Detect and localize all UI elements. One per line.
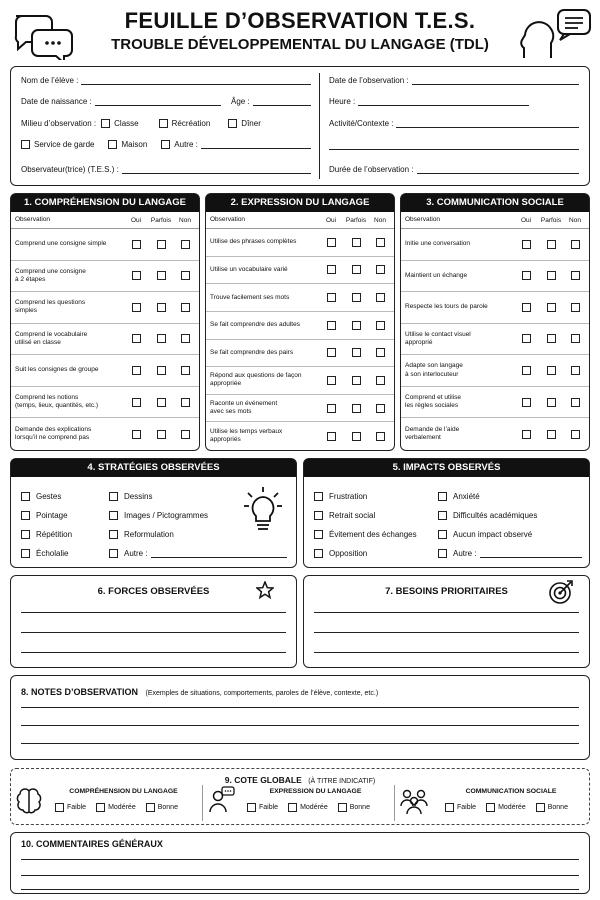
observation-label: Comprend le vocabulaire utilisé en classe <box>15 330 88 346</box>
section-1-title: 1. COMPRÉHENSION DU LANGAGE <box>11 194 199 212</box>
service-label: Service de garde <box>34 140 95 149</box>
checklist-item <box>438 525 582 544</box>
checkbox-oui[interactable] <box>522 271 531 280</box>
birthdate-field[interactable] <box>95 97 221 106</box>
checkbox-parfois[interactable] <box>547 334 556 343</box>
checkbox-parfois[interactable] <box>157 398 166 407</box>
observation-label: Comprend les notions (temps, lieux, quantités, etc.) <box>15 393 99 410</box>
checkbox-oui[interactable] <box>327 321 336 330</box>
activity-field-line2[interactable] <box>329 149 579 150</box>
rating-level-label: Faible <box>67 804 87 811</box>
checkbox-diner[interactable] <box>228 119 237 128</box>
column-header-obs: Observation <box>210 215 246 223</box>
checkbox-rating-2[interactable] <box>146 803 155 812</box>
checklist-item-label: Autre : <box>453 549 477 558</box>
other-field[interactable] <box>151 549 287 558</box>
checkbox-non[interactable] <box>181 398 190 407</box>
strengths-line-1[interactable] <box>21 612 286 613</box>
table-row <box>206 312 394 340</box>
checkbox-rating-2[interactable] <box>338 803 347 812</box>
section-notes <box>10 675 590 760</box>
checkbox-parfois[interactable] <box>547 271 556 280</box>
birthdate-label: Date de naissance : <box>21 97 92 106</box>
checkbox-non[interactable] <box>376 265 385 274</box>
checkbox-rating-0[interactable] <box>445 803 454 812</box>
autre-label: Autre : <box>174 140 198 149</box>
checkbox-maison[interactable] <box>108 140 117 149</box>
table-row <box>11 418 199 450</box>
checkbox-item[interactable] <box>21 549 30 558</box>
checkbox-parfois[interactable] <box>157 334 166 343</box>
checklist-item <box>438 506 582 525</box>
observation-label: Trouve facilement ses mots <box>210 293 290 301</box>
observation-label: Demande de l’aide verbalement <box>405 426 460 442</box>
observation-label: Utilise un vocabulaire varié <box>210 265 288 273</box>
other-field[interactable] <box>480 549 582 558</box>
section-strengths <box>10 575 297 668</box>
checklist-item-label: Répétition <box>36 530 73 539</box>
table-row <box>401 324 589 356</box>
table-row <box>401 418 589 450</box>
table-header <box>401 212 589 229</box>
checkbox-parfois[interactable] <box>157 430 166 439</box>
observation-label: Se fait comprendre des adultes <box>210 321 300 329</box>
thinking-head-icon <box>514 8 594 63</box>
checkbox-oui[interactable] <box>132 240 141 249</box>
rating-level-label: Faible <box>457 804 477 811</box>
checkbox-oui[interactable] <box>132 334 141 343</box>
lightbulb-icon <box>243 487 283 535</box>
checklist-item <box>438 487 582 506</box>
table-row <box>11 292 199 324</box>
checkbox-item[interactable] <box>21 511 30 520</box>
checkbox-non[interactable] <box>376 293 385 302</box>
column-header-parfois: Parfois <box>150 216 172 224</box>
table-header <box>206 212 394 229</box>
rating-level-label: Faible <box>259 804 279 811</box>
checkbox-non[interactable] <box>571 303 580 312</box>
table-row <box>206 422 394 450</box>
checklist-item <box>109 544 287 563</box>
section-expression <box>205 193 395 451</box>
section-4-title: 4. STRATÉGIES OBSERVÉES <box>11 459 296 477</box>
observation-label: Se fait comprendre des pairs <box>210 348 294 356</box>
notes-line-1[interactable] <box>21 707 579 708</box>
checklist-item-label: Pointage <box>36 511 68 520</box>
table-row <box>401 387 589 419</box>
checkbox-parfois[interactable] <box>352 348 361 357</box>
table-row <box>206 229 394 257</box>
checkbox-non[interactable] <box>181 303 190 312</box>
activity-field[interactable] <box>396 119 579 128</box>
checkbox-parfois[interactable] <box>352 265 361 274</box>
checkbox-non[interactable] <box>181 430 190 439</box>
column-header-non: Non <box>374 216 386 224</box>
checkbox-item[interactable] <box>314 530 323 539</box>
column-header-parfois: Parfois <box>540 216 562 224</box>
section-8-title: 8. NOTES D’OBSERVATION <box>21 687 139 697</box>
checkbox-oui[interactable] <box>522 366 531 375</box>
observation-label: Raconte un événement avec ses mots <box>210 399 278 416</box>
checkbox-parfois[interactable] <box>157 303 166 312</box>
checkbox-non[interactable] <box>571 398 580 407</box>
checkbox-item[interactable] <box>438 530 447 539</box>
setting-label: Milieu d’observation : <box>21 119 97 128</box>
checkbox-oui[interactable] <box>522 334 531 343</box>
checklist-item-label: Images / Pictogrammes <box>124 511 209 520</box>
checkbox-non[interactable] <box>376 321 385 330</box>
observation-label: Comprend les questions simples <box>15 299 86 315</box>
section-3-title: 3. COMMUNICATION SOCIALE <box>401 194 589 212</box>
section-comments <box>10 832 590 894</box>
checkbox-item[interactable] <box>438 549 447 558</box>
table-row <box>11 355 199 387</box>
table-row <box>11 261 199 293</box>
section-needs <box>303 575 590 668</box>
checkbox-rating-1[interactable] <box>486 803 495 812</box>
checkbox-parfois[interactable] <box>547 398 556 407</box>
duration-label: Durée de l’observation : <box>329 165 414 174</box>
table-row <box>401 229 589 261</box>
checklist-item-label: Aucun impact observé <box>453 530 533 539</box>
checkbox-rating-2[interactable] <box>536 803 545 812</box>
observation-label: Maintient un échange <box>405 271 468 279</box>
checkbox-classe[interactable] <box>101 119 110 128</box>
checklist-item <box>438 544 582 563</box>
checkbox-non[interactable] <box>571 430 580 439</box>
checkbox-oui[interactable] <box>327 293 336 302</box>
observation-label: Comprend et utilise les règles sociales <box>405 393 461 410</box>
expression-table <box>206 212 394 450</box>
diner-label: Dîner <box>241 119 261 128</box>
checklist-item-label: Dessins <box>124 492 153 501</box>
needs-line-3[interactable] <box>314 652 579 653</box>
comprehension-table <box>11 212 199 450</box>
rating-expression-label: EXPRESSION DU LANGAGE <box>269 788 362 795</box>
checkbox-non[interactable] <box>181 240 190 249</box>
checkbox-non[interactable] <box>571 366 580 375</box>
checklist-item-label: Frustration <box>329 492 368 501</box>
checkbox-non[interactable] <box>181 271 190 280</box>
checklist-item-label: Évitement des échanges <box>329 530 417 539</box>
age-label: Âge : <box>231 97 250 106</box>
checkbox-parfois[interactable] <box>547 366 556 375</box>
table-header <box>11 212 199 229</box>
table-row <box>206 340 394 368</box>
checkbox-service-garde[interactable] <box>21 140 30 149</box>
checkbox-item[interactable] <box>438 511 447 520</box>
rating-comprehension-label: COMPRÉHENSION DU LANGAGE <box>69 788 178 795</box>
checkbox-oui[interactable] <box>327 348 336 357</box>
checkbox-rating-0[interactable] <box>247 803 256 812</box>
age-field[interactable] <box>253 97 311 106</box>
table-row <box>206 395 394 423</box>
column-header-oui: Oui <box>520 216 532 224</box>
rating-hint: (À TITRE INDICATIF) <box>308 778 376 785</box>
checklist-item <box>314 506 417 525</box>
student-info-box <box>10 66 590 186</box>
checkbox-item[interactable] <box>314 549 323 558</box>
time-label: Heure : <box>329 97 356 106</box>
checklist-item-label: Retrait social <box>329 511 376 520</box>
checkbox-non[interactable] <box>376 348 385 357</box>
checkbox-parfois[interactable] <box>157 366 166 375</box>
section-2-title: 2. EXPRESSION DU LANGAGE <box>206 194 394 212</box>
strengths-line-2[interactable] <box>21 632 286 633</box>
section-global-rating <box>10 768 590 825</box>
checkbox-non[interactable] <box>376 376 385 385</box>
checkbox-non[interactable] <box>571 271 580 280</box>
duration-field[interactable] <box>417 165 580 174</box>
rating-group-comprehension <box>11 783 202 823</box>
page-subtitle: TROUBLE DÉVELOPPEMENTAL DU LANGAGE (TDL) <box>111 36 489 53</box>
checkbox-oui[interactable] <box>522 398 531 407</box>
checkbox-parfois[interactable] <box>352 376 361 385</box>
column-header-oui: Oui <box>130 216 142 224</box>
checkbox-parfois[interactable] <box>352 432 361 441</box>
checkbox-oui[interactable] <box>327 238 336 247</box>
rating-level-label: Bonne <box>157 804 178 811</box>
checklist-item <box>314 487 417 506</box>
checkbox-non[interactable] <box>376 238 385 247</box>
checkbox-oui[interactable] <box>132 398 141 407</box>
student-name-field[interactable] <box>81 76 311 85</box>
observer-field[interactable] <box>122 165 311 174</box>
section-10-title: 10. COMMENTAIRES GÉNÉRAUX <box>21 839 163 849</box>
rating-level-label: Bonne <box>349 804 370 811</box>
checkbox-item[interactable] <box>109 511 118 520</box>
checkbox-oui[interactable] <box>522 303 531 312</box>
checkbox-non[interactable] <box>571 334 580 343</box>
checkbox-parfois[interactable] <box>352 238 361 247</box>
group-people-icon <box>399 786 431 816</box>
observation-label: Utilise les temps verbaux appropriés <box>210 428 283 444</box>
checklist-item <box>314 544 417 563</box>
section-7-title: 7. BESOINS PRIORITAIRES <box>385 586 508 597</box>
comments-line-3[interactable] <box>21 889 579 890</box>
table-row <box>11 229 199 261</box>
checkbox-parfois[interactable] <box>157 271 166 280</box>
checkbox-item[interactable] <box>314 511 323 520</box>
checklist-item <box>21 487 72 506</box>
section-6-title: 6. FORCES OBSERVÉES <box>97 586 210 597</box>
rating-level-label: Modérée <box>300 804 328 811</box>
rating-group-communication <box>395 783 589 823</box>
notes-line-2[interactable] <box>21 725 579 726</box>
checklist-item-label: Anxiété <box>453 492 480 501</box>
observation-label: Suit les consignes de groupe <box>15 366 99 374</box>
checkbox-autre[interactable] <box>161 140 170 149</box>
checkbox-recreation[interactable] <box>159 119 168 128</box>
table-row <box>206 367 394 395</box>
observation-label: Utilise des phrases complètes <box>210 238 297 246</box>
obs-date-field[interactable] <box>412 76 579 85</box>
observation-label: Comprend une consigne simple <box>15 240 107 248</box>
rating-communication-label: COMMUNICATION SOCIALE <box>465 788 557 795</box>
rating-level-label: Bonne <box>547 804 568 811</box>
observation-label: Initie une conversation <box>405 240 471 248</box>
checklist-item-label: Difficultés académiques <box>453 511 538 520</box>
student-name-label: Nom de l’élève : <box>21 76 79 85</box>
table-row <box>401 261 589 293</box>
checkbox-parfois[interactable] <box>547 303 556 312</box>
table-row <box>11 324 199 356</box>
column-header-obs: Observation <box>15 215 51 223</box>
maison-label: Maison <box>121 140 148 149</box>
table-row <box>206 257 394 285</box>
column-header-parfois: Parfois <box>345 216 367 224</box>
brain-icon <box>15 787 43 815</box>
checklist-item <box>21 506 72 525</box>
checkbox-parfois[interactable] <box>352 404 361 413</box>
table-row <box>11 387 199 419</box>
rating-group-expression <box>203 783 394 823</box>
checkbox-item[interactable] <box>438 492 447 501</box>
needs-line-2[interactable] <box>314 632 579 633</box>
checklist-item <box>21 525 72 544</box>
table-row <box>401 355 589 387</box>
checkbox-oui[interactable] <box>327 404 336 413</box>
column-header-oui: Oui <box>325 216 337 224</box>
checkbox-oui[interactable] <box>522 430 531 439</box>
checklist-item-label: Opposition <box>329 549 368 558</box>
checkbox-rating-1[interactable] <box>96 803 105 812</box>
section-strategies <box>10 458 297 568</box>
rating-level-label: Modérée <box>498 804 526 811</box>
table-row <box>206 284 394 312</box>
checkbox-oui[interactable] <box>132 430 141 439</box>
checkbox-parfois[interactable] <box>352 293 361 302</box>
checkbox-item[interactable] <box>109 549 118 558</box>
checklist-item-label: Gestes <box>36 492 62 501</box>
autre-field[interactable] <box>201 140 311 149</box>
communication-table <box>401 212 589 450</box>
checklist-item-label: Écholalie <box>36 549 69 558</box>
rating-level-label: Modérée <box>108 804 136 811</box>
strengths-line-3[interactable] <box>21 652 286 653</box>
checkbox-oui[interactable] <box>327 265 336 274</box>
checkbox-item[interactable] <box>109 492 118 501</box>
checkbox-non[interactable] <box>376 404 385 413</box>
checkbox-non[interactable] <box>181 366 190 375</box>
activity-label: Activité/Contexte : <box>329 119 394 128</box>
checkbox-item[interactable] <box>109 530 118 539</box>
checkbox-parfois[interactable] <box>352 321 361 330</box>
checklist-item-label: Autre : <box>124 549 148 558</box>
notes-line-3[interactable] <box>21 743 579 744</box>
section-impacts <box>303 458 590 568</box>
table-row <box>401 292 589 324</box>
column-header-non: Non <box>569 216 581 224</box>
checkbox-item[interactable] <box>21 530 30 539</box>
checkbox-rating-0[interactable] <box>55 803 64 812</box>
section-5-title: 5. IMPACTS OBSERVÉS <box>304 459 589 477</box>
checkbox-item[interactable] <box>21 492 30 501</box>
checklist-item <box>314 525 417 544</box>
checkbox-non[interactable] <box>571 240 580 249</box>
target-icon <box>548 579 574 605</box>
speaking-person-icon <box>209 786 235 816</box>
section-communication <box>400 193 590 451</box>
checkbox-oui[interactable] <box>522 240 531 249</box>
checklist-item-label: Reformulation <box>124 530 174 539</box>
checkbox-oui[interactable] <box>132 271 141 280</box>
page-title: FEUILLE D’OBSERVATION T.E.S. <box>124 8 476 33</box>
obs-date-label: Date de l’observation : <box>329 76 409 85</box>
recreation-label: Récréation <box>171 119 211 128</box>
checkbox-non[interactable] <box>376 432 385 441</box>
checkbox-item[interactable] <box>314 492 323 501</box>
comments-line-2[interactable] <box>21 875 579 876</box>
column-header-non: Non <box>179 216 191 224</box>
section-9-title: 9. COTE GLOBALE <box>224 775 302 785</box>
classe-label: Classe <box>114 119 139 128</box>
observation-label: Répond aux questions de façon appropriée <box>210 372 302 388</box>
observation-label: Respecte les tours de parole <box>405 303 488 311</box>
time-field[interactable] <box>358 97 529 106</box>
column-header-obs: Observation <box>405 215 441 223</box>
needs-line-1[interactable] <box>314 612 579 613</box>
checkbox-oui[interactable] <box>327 432 336 441</box>
checkbox-oui[interactable] <box>132 303 141 312</box>
checkbox-parfois[interactable] <box>547 240 556 249</box>
observation-label: Comprend une consigne à 2 étapes <box>15 267 86 283</box>
observation-label: Adapte son langage à son interlocuteur <box>405 362 463 378</box>
checkbox-oui[interactable] <box>132 366 141 375</box>
checkbox-parfois[interactable] <box>547 430 556 439</box>
comments-line-1[interactable] <box>21 859 579 860</box>
checkbox-parfois[interactable] <box>157 240 166 249</box>
checkbox-rating-1[interactable] <box>288 803 297 812</box>
checkbox-non[interactable] <box>181 334 190 343</box>
star-icon <box>256 581 274 599</box>
observation-label: Demande des explications lorsqu’il ne comprend pas <box>15 426 92 442</box>
checklist-item <box>21 544 72 563</box>
checkbox-oui[interactable] <box>327 376 336 385</box>
observer-label: Observateur(trice) (T.E.S.) : <box>21 165 119 174</box>
notes-hint: (Exemples de situations, comportements, paroles de l’élève, contexte, etc.) <box>145 690 379 697</box>
section-comprehension <box>10 193 200 451</box>
observation-label: Utilise le contact visuel approprié <box>405 330 471 346</box>
